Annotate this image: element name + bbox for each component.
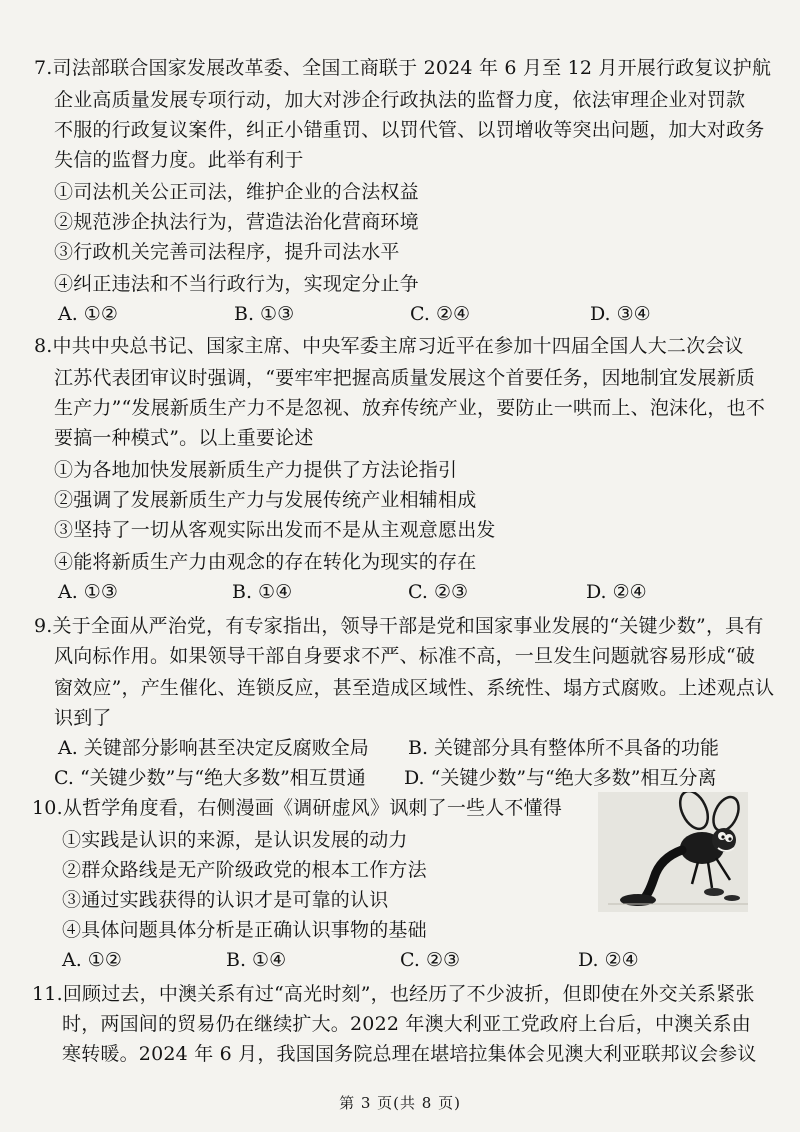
q8-stem-line-1: 8.中共中央总书记、国家主席、中央军委主席习近平在参加十四届全国人大二次会议 [34, 335, 744, 357]
q9-stem-line-4: 识到了 [54, 707, 112, 729]
q9-option-c[interactable]: C. “关键少数”与“绝大多数”相互贯通 [54, 767, 366, 789]
q10-option-d[interactable]: D. ②④ [578, 949, 639, 971]
cartoon-image [598, 792, 748, 912]
q9-option-b[interactable]: B. 关键部分具有整体所不具备的功能 [408, 737, 720, 759]
q10-stem-line-1: 10.从哲学角度看，右侧漫画《调研虚风》讽刺了一些人不懂得 [32, 797, 563, 819]
q11-stem-line-1: 11.回顾过去，中澳关系有过“高光时刻”，也经历了不少波折，但即使在外交关系紧张 [32, 983, 755, 1005]
q10-item-1: ①实践是认识的来源，是认识发展的动力 [62, 829, 408, 851]
q8-stem-line-3: 生产力”“发展新质生产力不是忽视、放弃传统产业，要防止一哄而上、泡沫化，也不 [54, 397, 766, 419]
q11-stem-line-3: 寒转暖。2024 年 6 月，我国国务院总理在堪培拉集体会见澳大利亚联邦议会参议 [62, 1043, 757, 1065]
q9-stem-line-1: 9.关于全面从严治党，有专家指出，领导干部是党和国家事业发展的“关键少数”，具有 [34, 615, 764, 637]
q10-option-b[interactable]: B. ①④ [226, 949, 287, 971]
q8-option-a[interactable]: A. ①③ [58, 581, 118, 603]
q8-option-b[interactable]: B. ①④ [232, 581, 293, 603]
q7-option-b[interactable]: B. ①③ [234, 303, 295, 325]
q7-option-d[interactable]: D. ③④ [590, 303, 651, 325]
q11-stem-line-2: 时，两国间的贸易仍在继续扩大。2022 年澳大利亚工党政府上台后，中澳关系由 [62, 1013, 751, 1035]
q7-item-2: ②规范涉企执法行为，营造法治化营商环境 [54, 211, 419, 233]
q7-stem-line-3: 不服的行政复议案件，纠正小错重罚、以罚代管、以罚增收等突出问题，加大对政务 [54, 119, 765, 141]
q8-item-4: ④能将新质生产力由观念的存在转化为现实的存在 [54, 551, 477, 573]
q10-item-4: ④具体问题具体分析是正确认识事物的基础 [62, 919, 427, 941]
q9-stem-line-2: 风向标作用。如果领导干部自身要求不严、标准不高，一旦发生问题就容易形成“破 [54, 645, 756, 667]
q10-item-3: ③通过实践获得的认识才是可靠的认识 [62, 889, 389, 911]
q7-item-4: ④纠正违法和不当行政行为，实现定分止争 [54, 273, 419, 295]
q7-option-c[interactable]: C. ②④ [410, 303, 471, 325]
q7-stem-line-2: 企业高质量发展专项行动，加大对涉企行政执法的监督力度，依法审理企业对罚款 [54, 89, 746, 111]
q8-item-1: ①为各地加快发展新质生产力提供了方法论指引 [54, 459, 458, 481]
q7-item-1: ①司法机关公正司法，维护企业的合法权益 [54, 181, 419, 203]
q10-option-a[interactable]: A. ①② [62, 949, 122, 971]
q8-stem-line-4: 要搞一种模式”。以上重要论述 [54, 427, 314, 449]
q9-stem-line-3: 窗效应”，产生催化、连锁反应，甚至造成区域性、系统性、塌方式腐败。上述观点认 [54, 677, 775, 699]
mosquito-cartoon-icon [598, 792, 748, 912]
q7-item-3: ③行政机关完善司法程序，提升司法水平 [54, 241, 400, 263]
q7-stem-line-1: 7.司法部联合国家发展改革委、全国工商联于 2024 年 6 月至 12 月开展行政复议护航 [34, 57, 772, 79]
q9-option-d[interactable]: D. “关键少数”与“绝大多数”相互分离 [404, 767, 717, 789]
q8-item-2: ②强调了发展新质生产力与发展传统产业相辅相成 [54, 489, 477, 511]
q8-item-3: ③坚持了一切从客观实际出发而不是从主观意愿出发 [54, 519, 496, 541]
page-footer: 第 3 页(共 8 页) [339, 1094, 461, 1112]
q10-item-2: ②群众路线是无产阶级政党的根本工作方法 [62, 859, 427, 881]
q8-stem-line-2: 江苏代表团审议时强调，“要牢牢把握高质量发展这个首要任务，因地制宜发展新质 [54, 367, 756, 389]
q8-option-d[interactable]: D. ②④ [586, 581, 647, 603]
q9-option-a[interactable]: A. 关键部分影响甚至决定反腐败全局 [58, 737, 369, 759]
q10-option-c[interactable]: C. ②③ [400, 949, 461, 971]
q8-option-c[interactable]: C. ②③ [408, 581, 469, 603]
q7-stem-line-4: 失信的监督力度。此举有利于 [54, 149, 304, 171]
q7-option-a[interactable]: A. ①② [58, 303, 118, 325]
